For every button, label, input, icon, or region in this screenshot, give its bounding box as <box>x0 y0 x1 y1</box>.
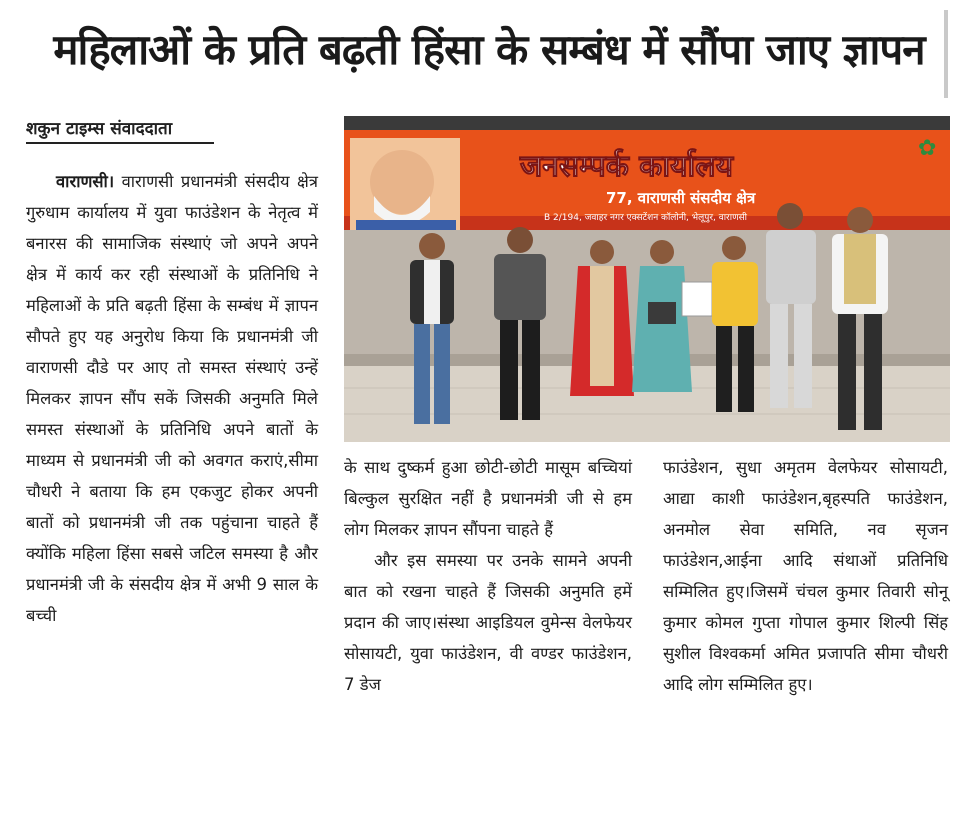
memorandum-paper <box>682 282 712 316</box>
article-text-1: वाराणसी प्रधानमंत्री संसदीय क्षेत्र गुरुधाम कार्यालय में युवा फाउंडेशन के नेतृत्व में बनारस की सामाजिक संस्थाएं जो अपने अपने क्षेत्र में कार्य कर रही संस्थाओं के प्रतिनिधि ने महिलाओं के प्रति बढ़ती हिंसा के सम्बंध में ज्ञापन सौपते हुए यह अनुरोध किया कि प्रधानमंत्री जी वाराणसी दौडे पर आए तो समस्त संस्थाएं उन्हें मिलकर ज्ञापन सौंप सकें जिसकी अनुमति मिले समस्त संस्थाओं के प्रतिनिधि अपने बातों के माध्यम से प्रधानमंत्री जी को अवगत कराएं,सीमा चौधरी ने बताया कि हम एकजुट होकर अपनी बातों को प्रधानमंत्री जी तक पहुंचाना चाहते हैं क्योंकि महिला हिंसा सबसे जटिल समस्या है और प्रधानमंत्री जी के संसदीय क्षेत्र में अभी 9 साल के बच्ची <box>26 172 318 625</box>
banner-subtitle: 77, वाराणसी संसदीय क्षेत्र <box>606 189 756 207</box>
banner-address: B 2/194, जवाहर नगर एक्सटेंशन कॉलोनी, भेलूपुर, वाराणसी <box>544 213 747 223</box>
article-paragraph: के साथ दुष्कर्म हुआ छोटी-छोटी मासूम बच्चियां बिल्कुल सुरक्षित नहीं है प्रधानमंत्री जी से हम लोग मिलकर ज्ञापन सौंपना चाहते हैं <box>344 458 632 539</box>
column-divider <box>944 10 948 98</box>
article-column-2 <box>344 452 632 700</box>
byline: शकुन टाइम्स संवाददाता <box>26 119 173 139</box>
byline-underline <box>26 142 214 144</box>
news-photo <box>344 116 950 442</box>
lotus-icon: ✿ <box>918 136 937 161</box>
article-column-3 <box>663 452 948 700</box>
headline: महिलाओं के प्रति बढ़ती हिंसा के सम्बंध में सौंपा जाए ज्ञापन <box>53 25 925 74</box>
dateline: वाराणसी। <box>56 172 115 191</box>
article-paragraph: फाउंडेशन, सुधा अमृतम वेलफेयर सोसायटी, आद्या काशी फाउंडेशन,बृहस्पति फाउंडेशन, अनमोल सेवा समिति, नव सृजन फाउंडेशन,आईना आदि संथाओं प्रतिनिधि सम्मिलित हुए।जिसमें चंचल कुमार तिवारी सोनू कुमार कोमल गुप्ता गोपाल कुमार शिल्पी सिंह सुशील विश्वकर्मा अमित प्रजापति सीमा चौधरी आदि लोग सम्मिलित हुए। <box>663 458 948 694</box>
banner-title: जनसम्पर्क कार्यालय <box>520 149 734 184</box>
article-column-1 <box>26 166 318 631</box>
article-paragraph: और इस समस्या पर उनके सामने अपनी बात को रखना चाहते हैं जिसकी अनुमति हमें प्रदान की जाए।संस्था आइडियल वुमेन्स वेलफेयर सोसायटी, युवा फाउंडेशन, वी वण्डर फाउंडेशन, 7 डेज <box>344 551 632 694</box>
